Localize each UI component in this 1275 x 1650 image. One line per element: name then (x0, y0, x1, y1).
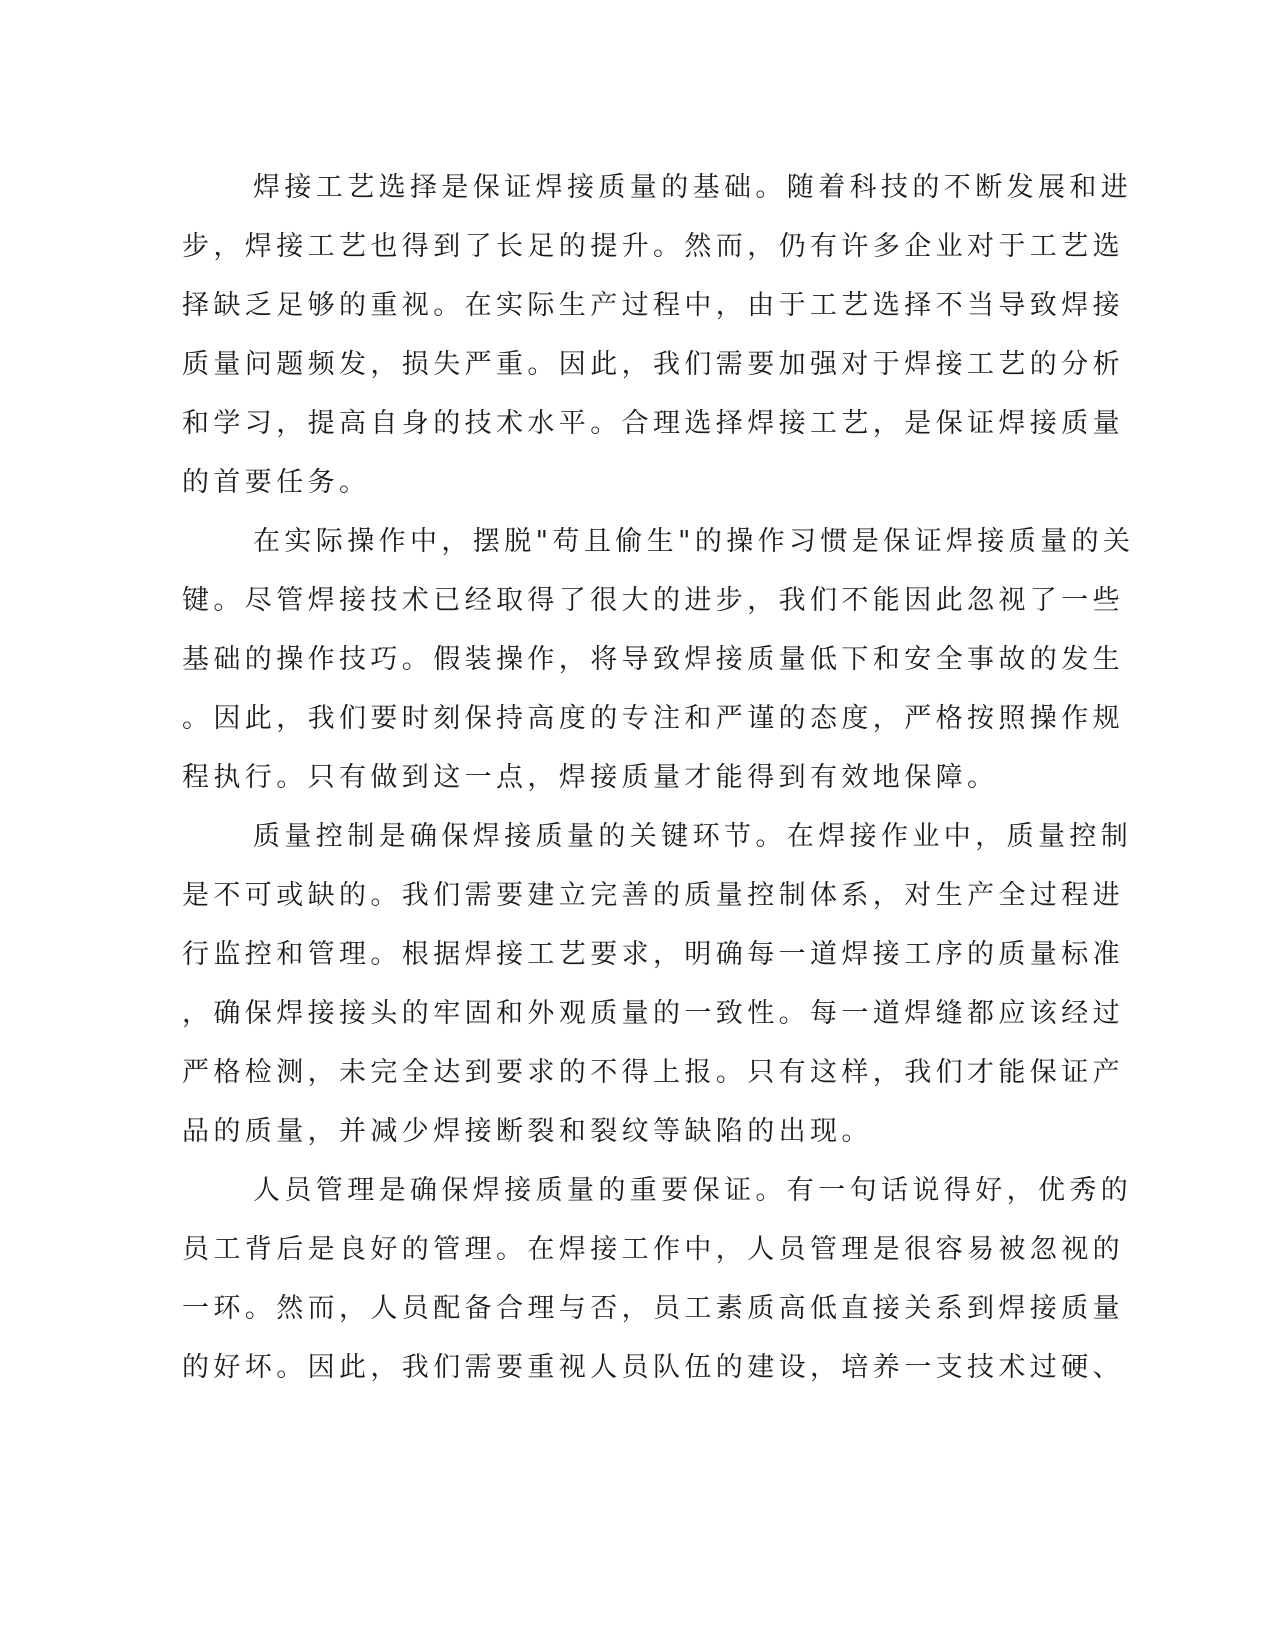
text-line: 。因此，我们要时刻保持高度的专注和严谨的态度，严格按照操作规 (182, 703, 1124, 734)
text-line: 基础的操作技巧。假装操作，将导致焊接质量低下和安全事故的发生 (182, 644, 1124, 675)
text-line: 在实际操作中，摆脱"苟且偷生"的操作习惯是保证焊接质量的关 (253, 526, 1135, 557)
text-line: 严格检测，未完全达到要求的不得上报。只有这样，我们才能保证产 (182, 1057, 1124, 1088)
text-line: 的首要任务。 (182, 467, 371, 498)
text-line: 择缺乏足够的重视。在实际生产过程中，由于工艺选择不当导致焊接 (182, 290, 1124, 321)
paragraph-operation-habits (182, 512, 1135, 807)
paragraph-personnel-management (182, 1161, 1133, 1397)
text-line: 是不可或缺的。我们需要建立完善的质量控制体系，对生产全过程进 (182, 880, 1124, 911)
paragraph-welding-process (182, 158, 1133, 512)
text-line: 质量控制是确保焊接质量的关键环节。在焊接作业中，质量控制 (253, 821, 1133, 852)
text-line: 键。尽管焊接技术已经取得了很大的进步，我们不能因此忽视了一些 (182, 585, 1124, 616)
text-line: 一环。然而，人员配备合理与否，员工素质高低直接关系到焊接质量 (182, 1293, 1124, 1324)
text-line: 质量问题频发，损失严重。因此，我们需要加强对于焊接工艺的分析 (182, 349, 1124, 380)
text-line: 品的质量，并减少焊接断裂和裂纹等缺陷的出现。 (182, 1116, 873, 1147)
paragraph-quality-control (182, 807, 1133, 1161)
document-body (182, 158, 1135, 1397)
text-line: ，确保焊接接头的牢固和外观质量的一致性。每一道焊缝都应该经过 (182, 998, 1124, 1029)
text-line: 员工背后是良好的管理。在焊接工作中，人员管理是很容易被忽视的 (182, 1234, 1124, 1265)
text-line: 程执行。只有做到这一点，焊接质量才能得到有效地保障。 (182, 762, 999, 793)
text-line: 行监控和管理。根据焊接工艺要求，明确每一道焊接工序的质量标准 (182, 939, 1124, 970)
text-line: 步，焊接工艺也得到了长足的提升。然而，仍有许多企业对于工艺选 (182, 231, 1124, 262)
text-line: 的好坏。因此，我们需要重视人员队伍的建设，培养一支技术过硬、 (182, 1352, 1124, 1383)
text-line: 和学习，提高自身的技术水平。合理选择焊接工艺，是保证焊接质量 (182, 408, 1124, 439)
text-line: 人员管理是确保焊接质量的重要保证。有一句话说得好，优秀的 (253, 1175, 1133, 1206)
text-line: 焊接工艺选择是保证焊接质量的基础。随着科技的不断发展和进 (253, 172, 1133, 203)
